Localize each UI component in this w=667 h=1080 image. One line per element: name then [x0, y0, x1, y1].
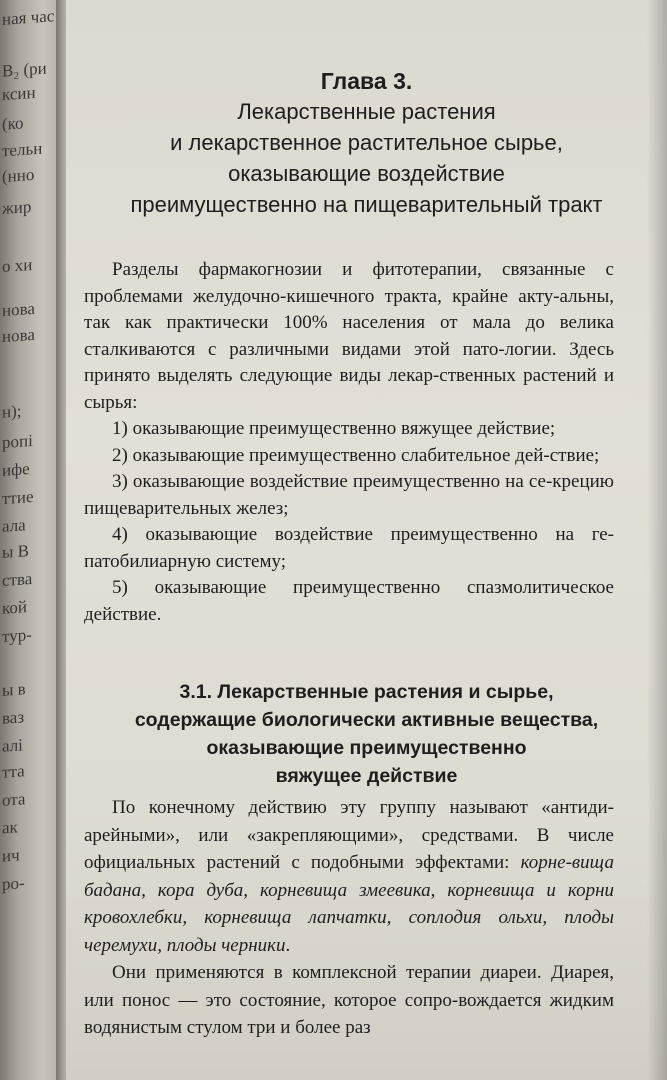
- left-fragment: тур-: [2, 624, 32, 647]
- left-fragment: ттие: [2, 486, 34, 509]
- left-fragment: жир: [2, 196, 32, 219]
- left-fragment: алі: [2, 735, 23, 756]
- left-fragment: ная час: [2, 6, 55, 29]
- left-fragment: ич: [2, 845, 20, 866]
- left-fragment: н);: [2, 401, 22, 422]
- chapter-number: Глава 3.: [320, 68, 413, 94]
- section-paragraph: [84, 794, 614, 959]
- intro-paragraph: Разделы фармакогнозии и фитотерапии, связанные с проблемами желудочно-кишечного тракта, крайне акту-альны, так как практически 100% населения от мала до велика сталкиваются с различными видами этой пато-логии. Здесь принято выделять следующие виды лекар-ственных растений и сырья:: [84, 259, 614, 413]
- section-body: [84, 794, 614, 1042]
- left-fragment: о хи: [2, 254, 33, 277]
- left-fragment: (нно: [2, 164, 35, 187]
- left-fragment: ота: [2, 789, 26, 810]
- section-title-line: 3.1. Лекарственные растения и сырье,: [179, 681, 554, 703]
- chapter-title-line: и лекарственное растительное сырье,: [170, 130, 563, 155]
- section-title-line: содержащие биологически активные вещества,: [134, 709, 599, 731]
- left-fragment: (ко: [2, 113, 24, 134]
- section-paragraph: Они применяются в комплексной терапии диареи. Диарея, или понос — это состояние, которое сопро-вождается жидким водянистым стулом три и более раз: [84, 962, 614, 1038]
- section-title-line: оказывающие преимущественно: [206, 737, 527, 759]
- paragraph-end: .: [285, 934, 291, 956]
- paragraph-text: По конечному действию эту группу называют «антиди-арейными», или «закрепляющими», средствами. В числе официальных растений с подобными эффектами:: [84, 797, 614, 873]
- left-fragment: В₂ (ри: [2, 58, 47, 81]
- left-fragment: ала: [2, 515, 26, 536]
- list-item: 4) оказывающие воздействие преимущественно на ге-патобилиарную систему;: [84, 524, 614, 572]
- left-page-edge: [0, 0, 58, 1080]
- book-page: [66, 0, 667, 1080]
- left-fragment: кой: [2, 597, 27, 618]
- chapter-title-line: оказывающие воздействие: [228, 161, 505, 186]
- left-fragment: ства: [2, 568, 33, 591]
- left-fragment: ы В: [2, 541, 30, 562]
- page-edge-shadow: [647, 0, 667, 1080]
- left-fragment: тта: [2, 761, 25, 782]
- left-fragment: тельн: [2, 138, 43, 161]
- left-fragment: ифе: [2, 459, 30, 480]
- list-item: 5) оказывающие преимущественно спазмолитическое действие.: [84, 577, 614, 625]
- section-heading: [66, 678, 667, 790]
- left-fragment: ак: [2, 817, 18, 838]
- list-item: 3) оказывающие воздействие преимущественно на се-крецию пищеварительных желез;: [84, 471, 614, 519]
- left-fragment: нова: [2, 324, 35, 347]
- chapter-title-line: Лекарственные растения: [237, 99, 496, 124]
- plant-list-italic: корне-вища бадана, кора дуба, корневища змеевика, корневища и корни кровохлебки, корневища лапчатки, соплодия ольхи, плоды черемухи, плоды черники: [84, 852, 614, 956]
- left-fragment: нова: [2, 298, 35, 321]
- chapter-title-line: преимущественно на пищеварительный тракт: [130, 192, 603, 217]
- chapter-heading: [66, 66, 667, 220]
- section-title-line: вяжущее действие: [275, 765, 458, 787]
- intro-block: [84, 257, 614, 628]
- left-fragment: ро-: [2, 873, 25, 894]
- list-item: 2) оказывающие преимущественно слабительное дей-ствие;: [112, 444, 600, 466]
- left-fragment: ы в: [2, 679, 26, 700]
- left-fragment: ропі: [2, 430, 33, 453]
- left-fragment: ксин: [2, 82, 36, 105]
- left-fragment: ваз: [2, 707, 25, 728]
- list-item: 1) оказывающие преимущественно вяжущее действие;: [112, 418, 556, 439]
